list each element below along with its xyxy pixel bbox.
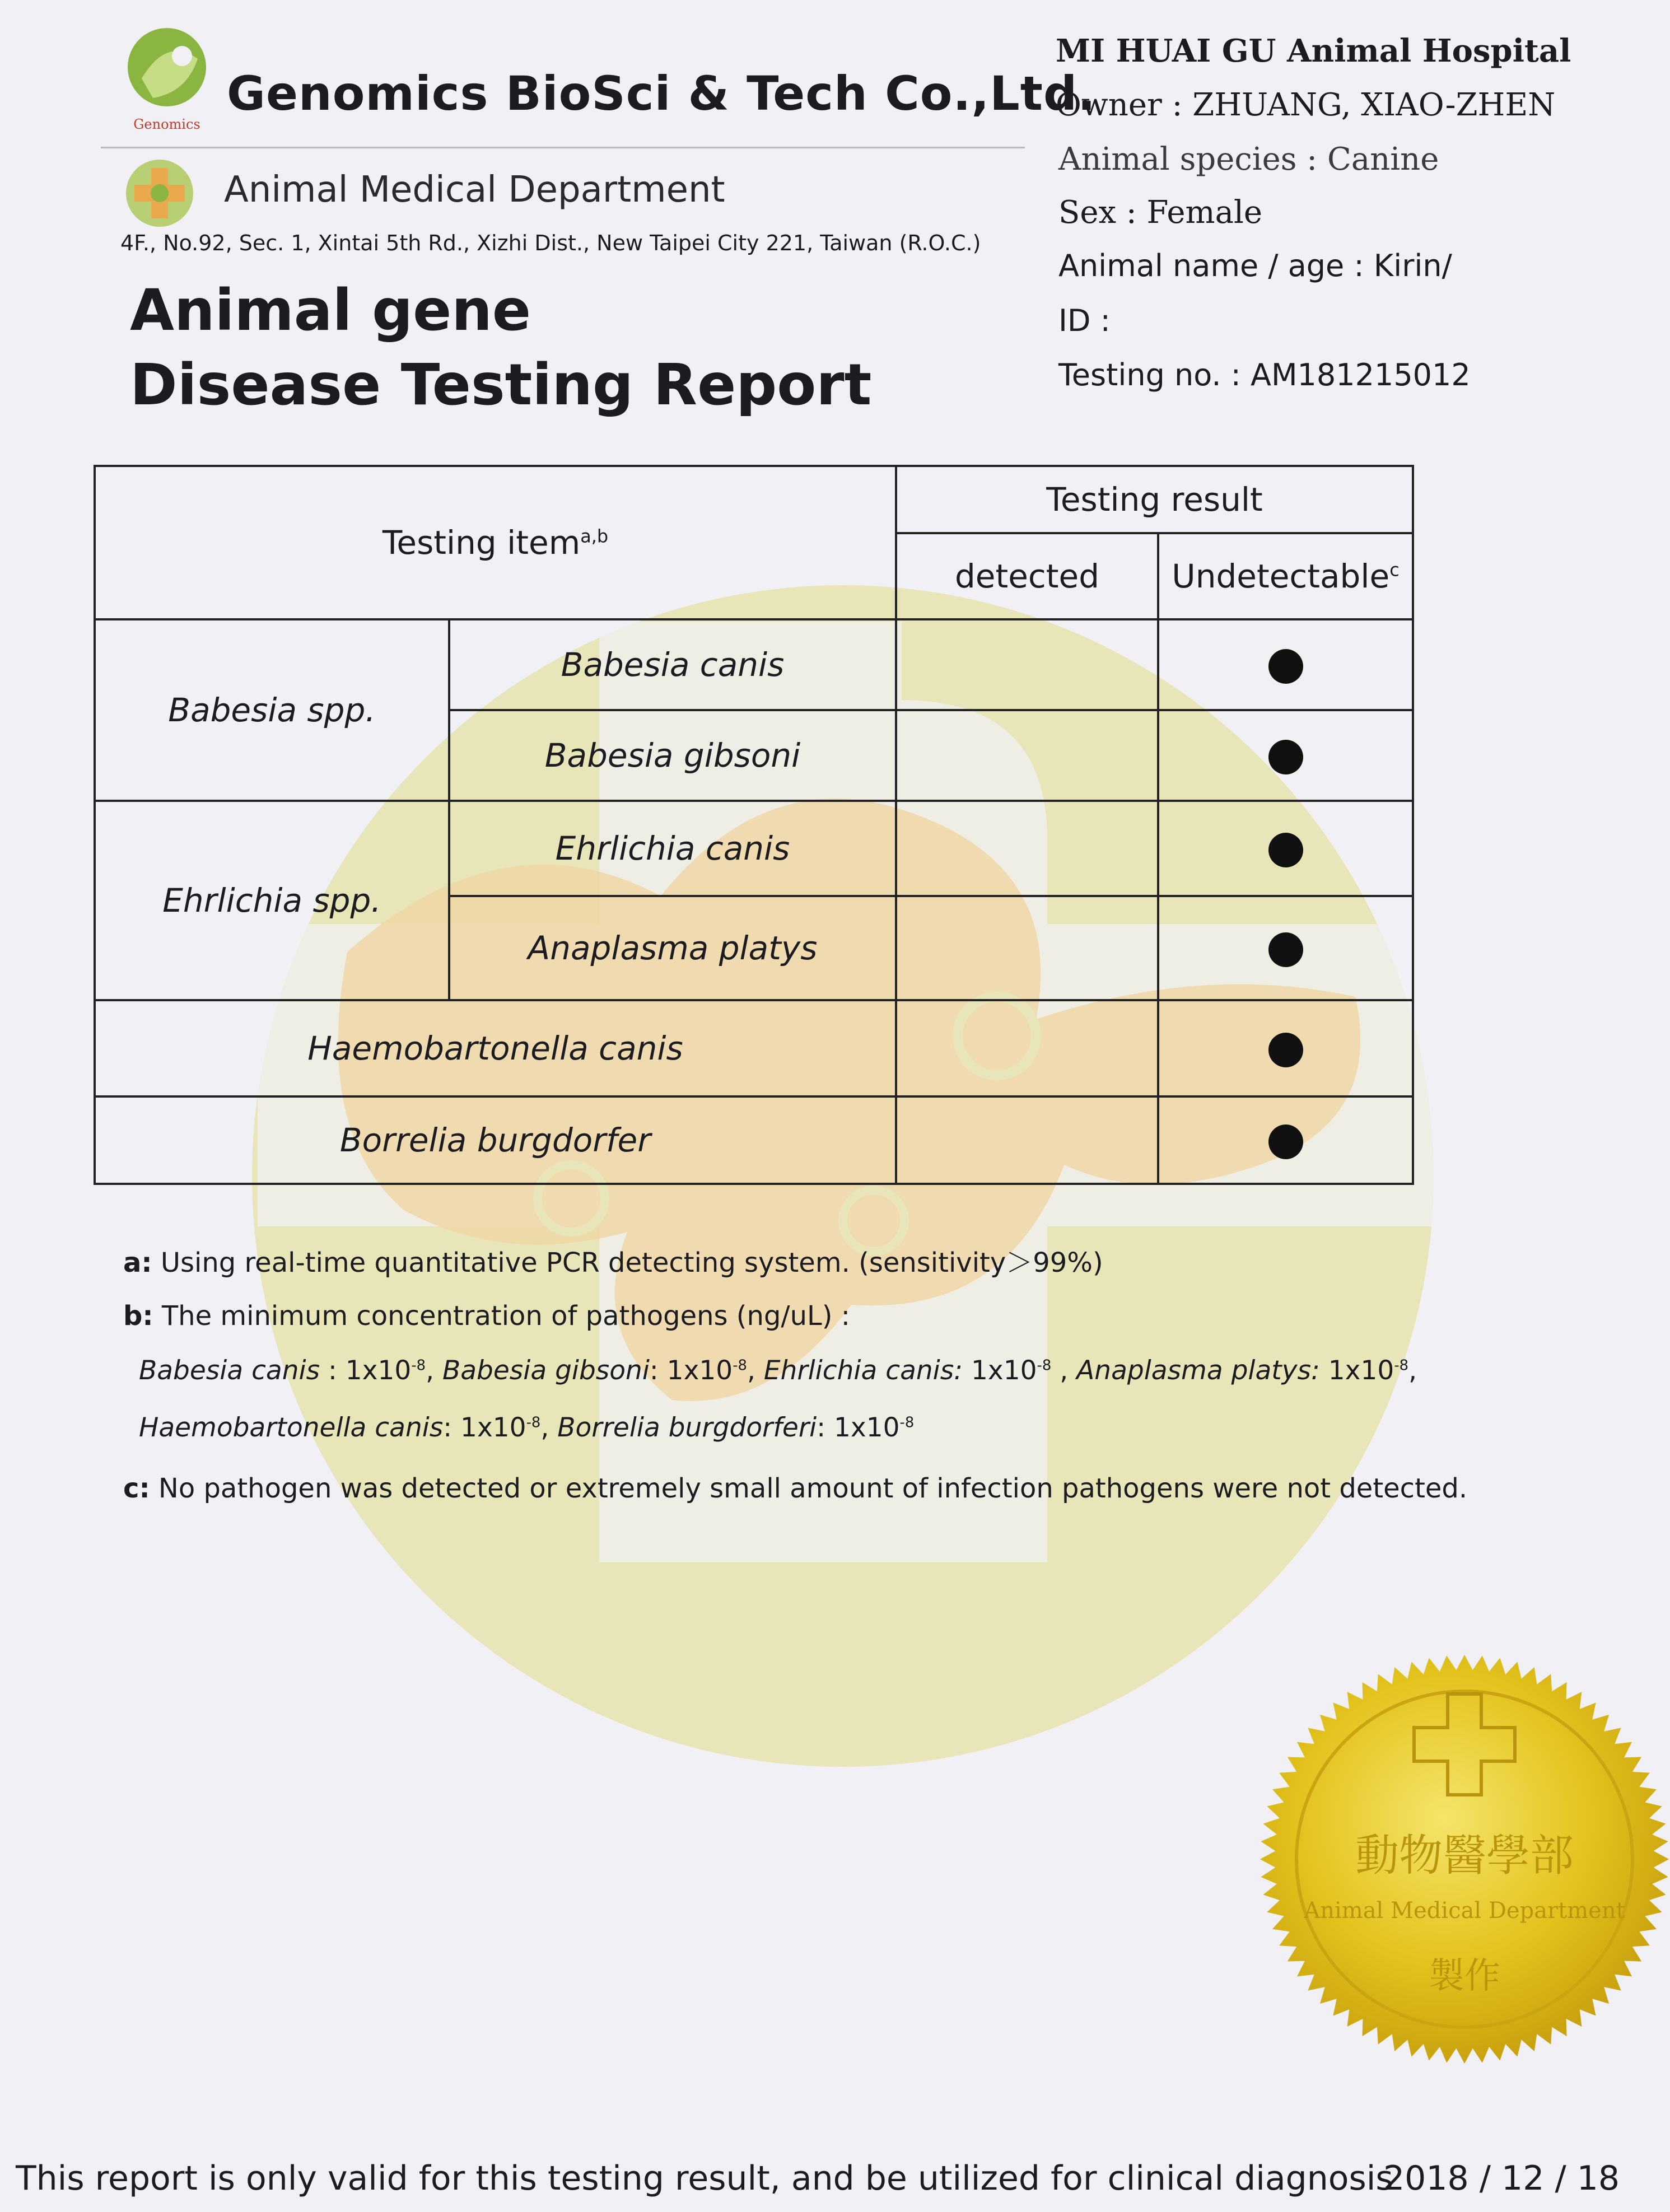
undetectable-cell <box>1158 801 1413 896</box>
group-ehrlichia: Ehrlichia spp. <box>95 801 449 1000</box>
detected-cell <box>896 1096 1158 1184</box>
testing-result-header: Testing result <box>896 466 1413 533</box>
undetectable-footnote-marker: c <box>1389 559 1400 581</box>
detected-cell <box>896 619 1158 710</box>
item-babesia-gibsoni: Babesia gibsoni <box>449 710 896 801</box>
gold-seal-stamp <box>1257 1652 1670 2066</box>
item-anaplasma-platys: Anaplasma platys <box>449 896 896 1000</box>
detected-cell <box>896 1000 1158 1096</box>
testing-item-header: Testing item$^{a,b}$ <box>95 466 896 619</box>
undetectable-cell <box>1158 1096 1413 1184</box>
sex-field: Sex : Female <box>1058 194 1263 231</box>
item-babesia-canis: Babesia canis <box>449 619 896 710</box>
detected-header: detected <box>896 533 1158 619</box>
company-address: 4F., No.92, Sec. 1, Xintai 5th Rd., Xizhi Dist., New Taipei City 221, Taiwan (R.O.C.) <box>120 231 981 255</box>
group-babesia: Babesia spp. <box>95 619 449 801</box>
undetectable-cell <box>1158 619 1413 710</box>
undetectable-dot-icon <box>1268 932 1303 967</box>
table-row <box>95 1000 1413 1096</box>
company-logo-text: Genomics <box>133 116 200 132</box>
testing-item-footnote-marker: a,b <box>580 525 609 547</box>
undetectable-dot-icon <box>1268 1033 1303 1067</box>
table-row <box>95 619 1413 710</box>
note-b-concentrations-1: Babesia canis : $1x10^{-8}$, Babesia gibsoni: $1x10^{-8}$, Ehrlichia canis: $1x10^{-8}$ , Anaplasma platys: $1x10^{-8}$, <box>139 1355 1417 1386</box>
company-name: Genomics BioSci & Tech Co.,Ltd. <box>227 66 1096 121</box>
id-field: ID : <box>1058 303 1111 338</box>
report-date: 2018 / 12 / 18 <box>1383 2159 1620 2198</box>
undetectable-dot-icon <box>1268 833 1303 867</box>
undetectable-dot-icon <box>1268 740 1303 774</box>
company-logo <box>119 25 214 148</box>
undetectable-cell <box>1158 710 1413 801</box>
undetectable-cell <box>1158 896 1413 1000</box>
testing-result-table <box>94 465 1414 1185</box>
note-b-concentrations-2: Haemobartonella canis: $1x10^{-8}$, Borrelia burgdorferi: $1x10^{-8}$ <box>139 1412 915 1443</box>
undetectable-dot-icon <box>1268 1124 1303 1159</box>
report-title-line-1: Animal gene <box>130 277 531 344</box>
animal-name-age-field: Animal name / age : Kirin/ <box>1058 248 1452 283</box>
detected-cell <box>896 801 1158 896</box>
hospital-name: MI HUAI GU Animal Hospital <box>1056 32 1571 69</box>
seal-english-text: Animal Medical Department <box>1304 1898 1625 1924</box>
note-c: c: No pathogen was detected or extremely small amount of infection pathogens were not detected. <box>123 1473 1468 1504</box>
header-divider <box>101 147 1025 148</box>
item-ehrlichia-canis: Ehrlichia canis <box>449 801 896 896</box>
department-name: Animal Medical Department <box>224 169 725 211</box>
owner-field: Owner : ZHUANG, XIAO-ZHEN <box>1056 87 1556 123</box>
detected-cell <box>896 710 1158 801</box>
item-haemobartonella-canis: Haemobartonella canis <box>95 1000 896 1096</box>
undetectable-dot-icon <box>1268 649 1303 684</box>
item-borrelia-burgdorfer: Borrelia burgdorfer <box>95 1096 896 1184</box>
table-row <box>95 801 1413 896</box>
note-a: a: Using real-time quantitative PCR detecting system. (sensitivity＞99%) <box>123 1247 1103 1278</box>
note-b: b: The minimum concentration of pathogens (ng/uL) : <box>123 1300 850 1332</box>
undetectable-cell <box>1158 1000 1413 1096</box>
testing-number-field: Testing no. : AM181215012 <box>1058 357 1471 393</box>
report-title-line-2: Disease Testing Report <box>130 352 872 418</box>
validity-statement: This report is only valid for this testing result, and be utilized for clinical diagnosis <box>16 2159 1393 2198</box>
undetectable-header: Undetectable$^c$ <box>1158 533 1413 619</box>
seal-bottom-text: 製作 <box>1429 1956 1500 1997</box>
seal-chinese-text: 動物醫學部 <box>1355 1831 1574 1881</box>
animal-species-field: Animal species : Canine <box>1058 141 1439 178</box>
department-logo <box>124 158 195 228</box>
table-row <box>95 1096 1413 1184</box>
detected-cell <box>896 896 1158 1000</box>
